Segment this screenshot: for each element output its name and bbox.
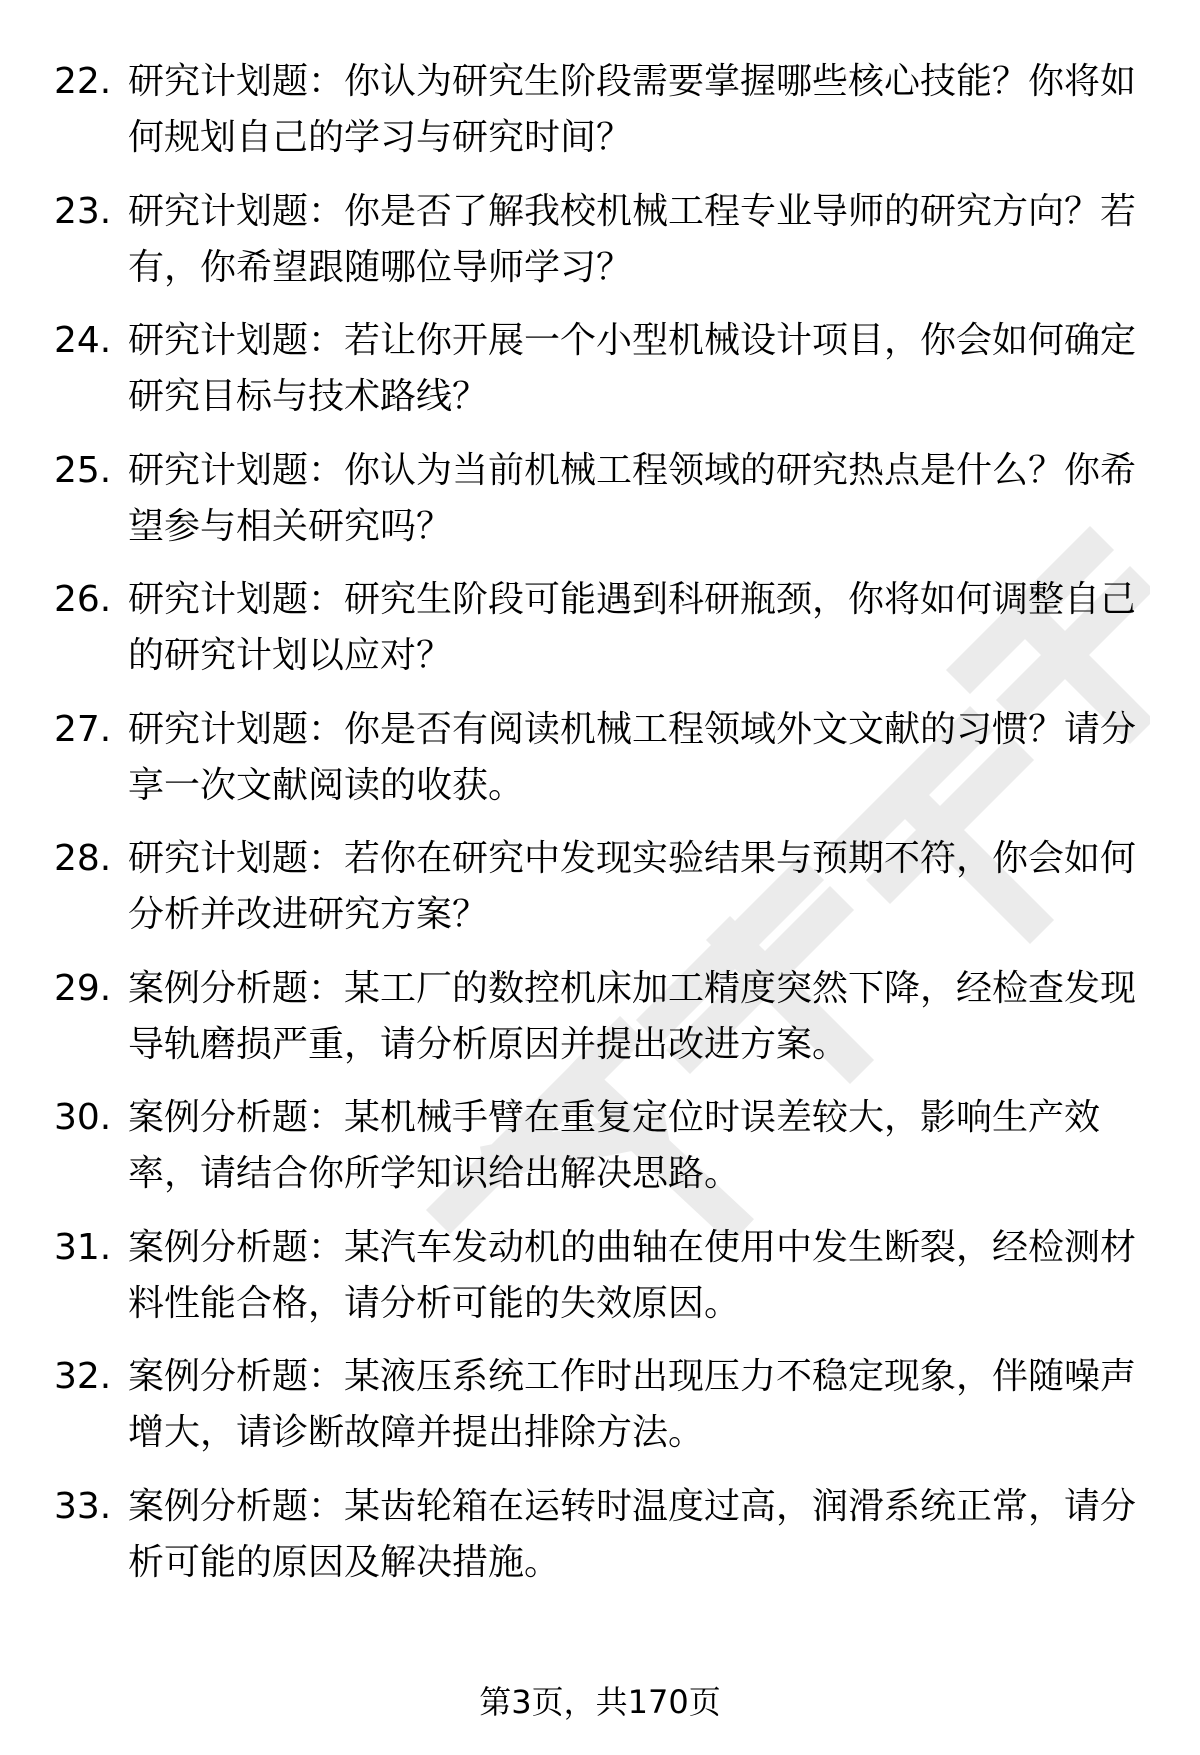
question-text: 研究计划题：你认为研究生阶段需要掌握哪些核心技能？你将如何规划自己的学习与研究时间？ [128, 61, 1137, 158]
question-number: 32. [54, 1356, 112, 1397]
question-text: 案例分析题：某汽车发动机的曲轴在使用中发生断裂，经检测材料性能合格，请分析可能的失效原因。 [128, 1226, 1137, 1324]
question-text: 研究计划题：研究生阶段可能遇到科研瓶颈，你将如何调整自己的研究计划以应对？ [128, 579, 1137, 676]
question-item [0, 313, 1200, 443]
question-text: 案例分析题：某机械手臂在重复定位时误差较大，影响生产效率，请结合你所学知识给出解决思路。 [128, 1097, 1101, 1194]
question-item [0, 1349, 1200, 1479]
question-item [0, 1220, 1200, 1350]
question-text: 研究计划题：你是否了解我校机械工程专业导师的研究方向？若有，你希望跟随哪位导师学习？ [128, 190, 1137, 288]
question-text: 案例分析题：某液压系统工作时出现压力不稳定现象，伴随噪声增大，请诊断故障并提出排除方法。 [128, 1356, 1137, 1453]
question-text: 研究计划题：你是否有阅读机械工程领域外文文献的习惯？请分享一次文献阅读的收获。 [128, 708, 1137, 806]
page-footer: 第3页，共170页 [479, 1683, 721, 1721]
question-text: 研究计划题：若让你开展一个小型机械设计项目，你会如何确定研究目标与技术路线？ [128, 320, 1137, 417]
question-number: 28. [54, 838, 112, 879]
question-item [0, 572, 1200, 702]
question-item [0, 1479, 1200, 1609]
question-text: 案例分析题：某工厂的数控机床加工精度突然下降，经检查发现导轨磨损严重，请分析原因并提出改进方案。 [128, 967, 1137, 1065]
question-number: 23. [54, 190, 112, 232]
question-number: 31. [54, 1226, 112, 1268]
question-text: 研究计划题：你认为当前机械工程领域的研究热点是什么？你希望参与相关研究吗？ [128, 449, 1137, 547]
question-number: 25. [54, 449, 112, 491]
question-item [0, 702, 1200, 832]
question-item [0, 831, 1200, 961]
question-text: 案例分析题：某齿轮箱在运转时温度过高，润滑系统正常，请分析可能的原因及解决措施。 [128, 1485, 1137, 1583]
question-list [0, 54, 1200, 1608]
question-number: 30. [54, 1097, 112, 1138]
question-number: 24. [54, 320, 112, 361]
question-text: 研究计划题：若你在研究中发现实验结果与预期不符，你会如何分析并改进研究方案？ [128, 838, 1137, 935]
question-number: 29. [54, 967, 112, 1009]
question-item [0, 1090, 1200, 1220]
question-item [0, 443, 1200, 573]
question-item [0, 961, 1200, 1091]
question-number: 33. [54, 1485, 112, 1527]
question-number: 26. [54, 579, 112, 620]
question-item [0, 54, 1200, 184]
question-number: 27. [54, 708, 112, 750]
question-item [0, 184, 1200, 314]
question-number: 22. [54, 61, 112, 102]
